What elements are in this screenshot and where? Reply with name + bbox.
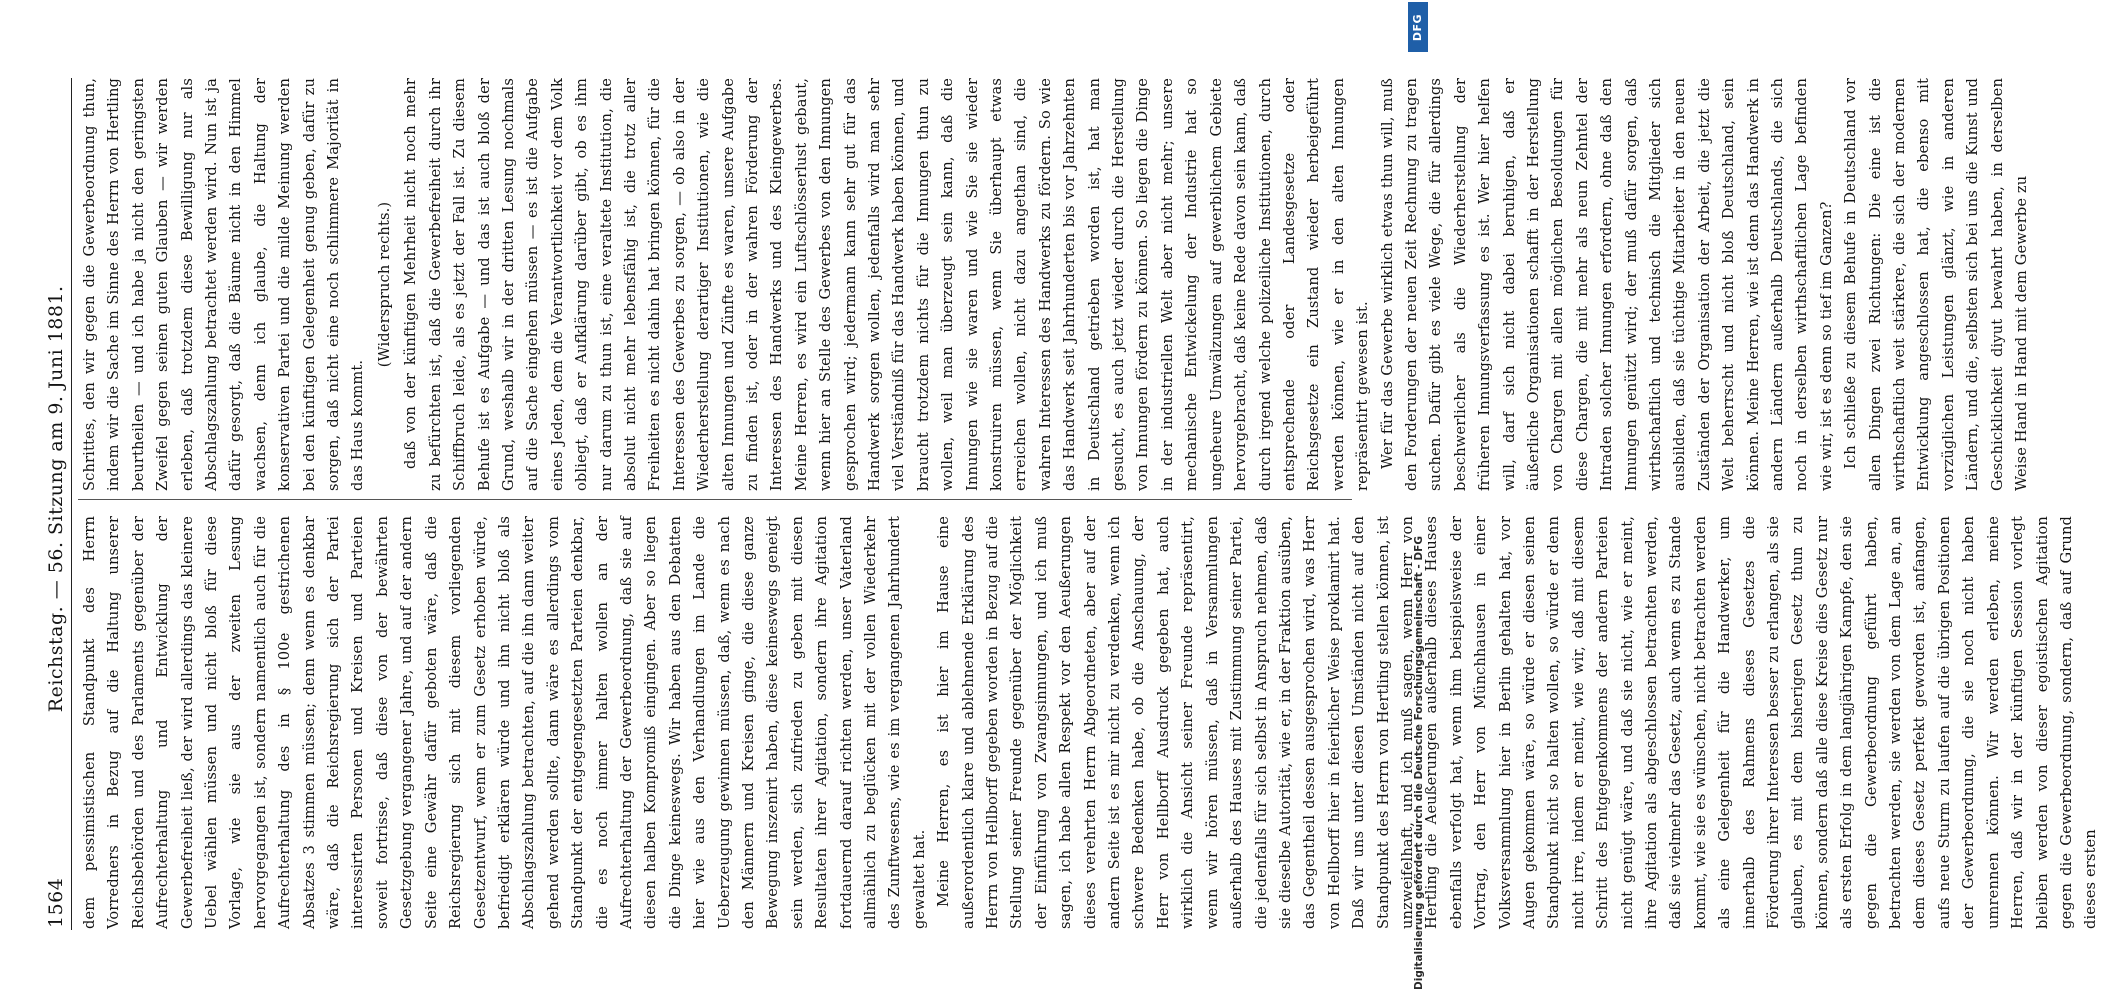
digitization-credit <box>1406 0 1432 1000</box>
right-column <box>78 78 2031 500</box>
interjection: (Widerspruch rechts.) <box>375 201 393 368</box>
paragraph: daß von der künftigen Mehrheit nicht noch mehr zu befürchten ist, daß die Gewerbefreiheit durch ihr Schiffbruch leide, als es jetzt der Fall ist. Zu diesem Behufe ist es Aufgabe — und das ist auch bloß der Grund, weshalb wir in der dritten Lesung nochmals auf die Sache eingehen müssen — es ist die Aufgabe eines Jeden, dem die Verantwortlichkeit vor dem Volk obliegt, daß er Aufklärung darüber gibt, ob es ihm nur darum zu thun ist, eine veraltete Institution, die absolut nicht mehr lebensfähig ist, die trotz aller Freiheiten es nicht dahin hat bringen können, für die Interessen des Gewerbes zu sorgen, — ob also in der Wiederherstellung derartiger Institutionen, wie die alten Innungen und Zünfte es waren, unsere Aufgabe zu finden ist, oder in der wahren Förderung der Interessen des Handwerks und des Kleingewerbes. Meine Herren, es wird ein Luftschlösserlust gebaut, wenn hier an Stelle des Gewerbes von den Innungen gesprochen wird; jedermann kann sehr gut für das Handwerk sorgen wollen, jedenfalls wird man sehr viel Verständniß für das Handwerk haben können, und braucht trotzdem nichts für die Innungen thun zu wollen, weil man überzeugt sein kann, daß die Innungen wie sie waren und wie Sie sie wieder konstruiren müssen, wenn Sie überhaupt etwas erreichen wollen, nicht dazu angethan sind, die wahren Interessen des Handwerks zu fördern. So wie das Handwerk seit Jahrhunderten bis vor Jahrzehnten in Deutschland getrieben worden ist, hat man gesucht, es auch jetzt wieder durch die Herstellung von Innungen fördern zu können. So liegen die Dinge in der industriellen Welt aber nicht mehr; unsere mechanische Entwickelung der Industrie hat so ungeheure Umwälzungen auf gewerblichem Gebiete hervorgebracht, daß keine Rede davon sein kann, daß durch irgend welche polizeiliche Institutionen, durch entsprechende oder Landesgesetze oder Reichsgesetze ein Zustand wieder herbeigeführt werden können, wie er in den alten Innungen repräsentirt gewesen ist. <box>402 78 1372 491</box>
paragraph: Wer für das Gewerbe wirklich etwas thun will, muß den Forderungen der neuen Zeit Rechnung zu tragen suchen. Dafür gibt es viele Wege, die für allerdings beschwerlicher als die Wiederherstellung der früheren Innungsverfassung es ist. Wer hier helfen will, darf sich nicht dabei beruhigen, daß er äußerliche Organisationen schafft in der Herstellung von Chargen mit allen möglichen Besoldungen für diese Chargen, die mit mehr als neun Zehntel der Intraden solcher Innungen erfordern, ohne daß den Innungen genützt wird; der muß dafür sorgen, daß wirthschaftlich und technisch die Mitglieder sich ausbilden, daß sie tüchtige Mitarbeiter in den neuen Zuständen der Organisation der Arbeit, die jetzt die Welt beherrscht und nicht bloß Deutschland, sein können. Meine Herren, wie ist denn das Handwerk in andern Ländern außerhalb Deutschlands, die sich noch in derselben wirthschaftlichen Lage befinden wie wir, ist es denn so tief im Ganzen? <box>1378 78 1835 491</box>
dfg-logo-text: DFG <box>1411 13 1425 41</box>
running-title: Reichstag. — 56. Sitzung am 9. Juni 1881. <box>45 285 67 713</box>
paragraph: Meine Herren, es ist hier im Hause eine außerordentlich klare und ablehnende Erklärung des Herrn von Hellborff gegeben worden in Bezug auf die Stellung seiner Freunde gegenüber der Möglichkeit der Einführung von Zwangsinnungen, und ich muß sagen, ich habe allen Respekt vor den Aeußerungen dieses verehrten Herrn Abgeordneten, aber auf der andern Seite ist es mir nicht zu verdenken, wenn ich schwere Bedenken habe, ob die Anschauung, der Herr von Hellborff Ausdruck gegeben hat, auch wirklich die Ansicht seiner Freunde repräsentirt, wenn wir hören müssen, daß in Versammlungen außerhalb des Hauses mit Zustimmung seiner Partei, die jedenfalls für sich selbst in Anspruch nehmen, daß sie dieselbe Autorität, wie er, in der Fraktion ausüben, das Gegentheil dessen ausgesprochen wird, was Herr von Hellborff hier in feierlicher Weise proklamirt hat. Daß wir uns unter diesen Umständen nicht auf den Standpunkt des Herrn von Hertling stellen können, ist unzweifelhaft, und ich muß sagen, wenn Herr von Hertling die Aeußerungen außerhalb dieses Hauses ebenfalls verfolgt hat, wenn ihm beispielsweise der Vortrag, den Herr von Münchhausen in einer Volksversammlung hier in Berlin gehalten hat, vor Augen gekommen wäre, so würde er diesen seinen Standpunkt nicht so halten wollen, so würde er denn nicht irre, indem er meint, wie wir, daß mit diesem Schritt des Entgegenkommens der andern Parteien nicht genügt wäre, und daß sie nicht, wie er meint, ihre Agitation als abgeschlossen betrachten werden, daß sie vielmehr das Gesetz, auch wenn es zu Stande kommt, wie sie es wünschen, nicht betrachten werden als eine Gelegenheit für die Handwerker, um innerhalb des Rahmens dieses Gesetzes die Förderung ihrer Interessen besser zu erlangen, als sie glauben, es mit dem bisherigen Gesetz thun zu können, sondern daß alle diese Kreise dies Gesetz nur als ersten Erfolg in dem langjährigen Kampfe, den sie gegen die Gewerbeordnung geführt haben, betrachten werden, sie werden von dem Lage an, an dem dieses Gesetz perfekt geworden ist, anfangen, aufs neue Sturm zu laufen auf die übrigen Positionen der Gewerbeordnung, die sie noch nicht haben umrennen können. Wir werden erleben, meine Herren, daß wir in der künftigen Session vorlegt bleiben werden von dieser egoistischen Agitation gegen die Gewerbeordnung, sondern, daß auf Grund dieses ersten <box>935 516 2100 929</box>
paragraph: Schrittes, den wir gegen die Gewerbeordnung thun, indem wir die Sache im Sinne des Herrn von Hertling beurtheilen — und ich habe ja nicht den geringsten Zweifel gegen seinen guten Glauben — wir werden erleben, daß trotzdem diese Bewilligung nur als Abschlagszahlung betrachtet werden wird. Nun ist ja dafür gesorgt, daß die Bäume nicht in den Himmel wachsen, denn ich glaube, die Haltung der konservativen Partei und die milde Meinung werden bei den künftigen Gelegenheit genug geben, dafür zu sorgen, daß nicht eine noch schlimmere Majorität in das Haus kommt. <box>81 78 367 491</box>
paragraph: dem pessimistischen Standpunkt des Herrn Vorredners in Bezug auf die Haltung unserer Reichsbehörden und des Parlaments gegenüber der Aufrechterhaltung und Entwicklung der Gewerbefreiheit ließ, der wird allerdings das kleinere Uebel wählen müssen und nicht bloß für diese Vorlage, wie sie aus der zweiten Lesung hervorgegangen ist, sondern namentlich auch für die Aufrechterhaltung des in § 100e gestrichenen Absatzes 3 stimmen müssen; denn wenn es denkbar wäre, daß die Reichsregierung sich der Partei interessirten Personen und Kreisen und Parteien soweit fortrisse, daß diese von der bewährten Gesetzgebung vergangener Jahre, und auf der andern Seite eine Gewähr dafür geboten wäre, daß die Reichsregierung sich mit diesem vorliegenden Gesetzentwurf, wenn er zum Gesetz erhoben würde, befriedigt erklären würde und ihn nicht bloß als Abschlagszahlung betrachten, auf die ihn dann weiter gehend werden sollte, dann wäre es allerdings vom Standpunkt der entgegengesetzten Parteien denkbar, die es noch immer halten wollen an der Aufrechterhaltung der Gewerbeordnung, daß sie auf diesen halben Kompromiß eingingen. Aber so liegen die Dinge keineswegs. Wir haben aus den Debatten hier wie aus den Verhandlungen im Lande die Ueberzeugung gewinnen müssen, daß, wenn es nach den Männern und Kreisen ginge, die diese ganze Bewegung inszenirt haben, diese keineswegs geneigt sein werden, sich zufrieden zu geben mit diesen Resultaten ihrer Agitation, sondern ihre Agitation fortdauernd darauf richten werden, unser Vaterland allmählich zu beglücken mit der vollen Wiederkehr des Zunftwesens, wie es im vergangenen Jahrhundert gewaltet hat. <box>81 516 928 929</box>
paragraph: Ich schließe zu diesem Behufe in Deutschland vor allen Dingen zwei Richtungen: Die eine ist die wirthschaftlich weit stärkere, die sich der modernen Entwicklung angeschlossen hat, die ebenso mit vorzüglichen Leistungen glänzt, wie in anderen Ländern, und die, selbsten sich bei uns die Kunst und Geschicklichkeit diyut bewahrt haben, in derselben Weise Hand in Hand mit dem Gewerbe zu <box>1842 78 2031 491</box>
credit-line: Digitalisierung gefördert durch die Deutsche Forschungsgemeinschaft - DFG <box>1413 536 1425 990</box>
running-header <box>45 78 72 930</box>
page-number: 1564 <box>45 877 67 928</box>
